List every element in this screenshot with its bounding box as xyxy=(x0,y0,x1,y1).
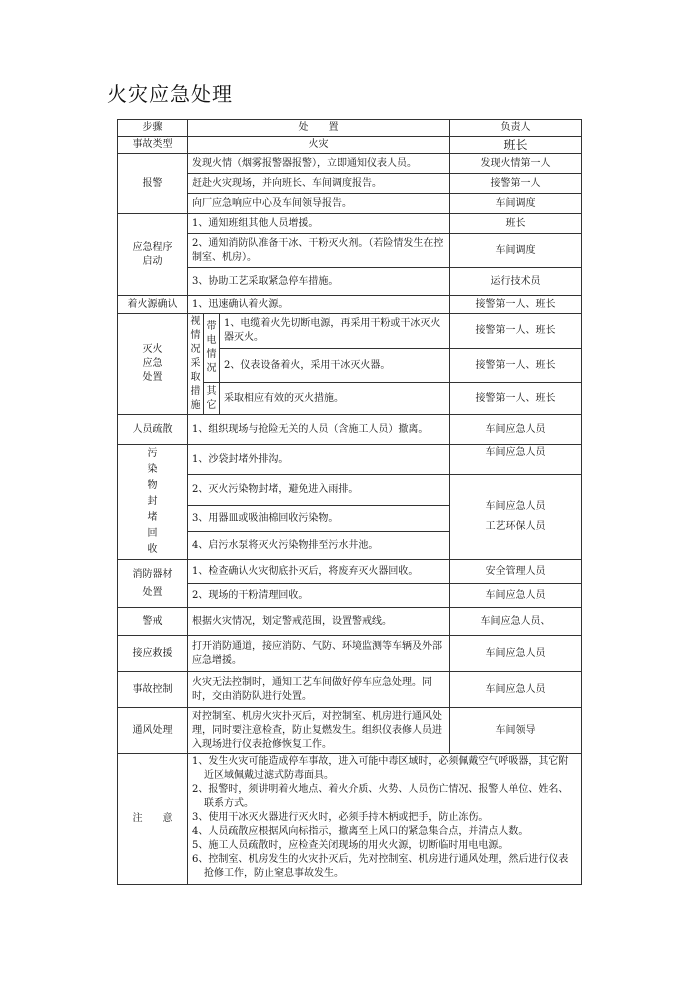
alarm-text-2: 赶赴火灾现场，并向班长、车间调度报告。 xyxy=(188,174,450,194)
note-item: 1、发生火灾可能造成停车事故，进入可能中毒区域时，必须佩戴空气呼吸器，其它附近区域佩戴过滤式防毒面具。 xyxy=(192,756,569,781)
pollution-char: 堵 xyxy=(147,512,158,523)
rescue-row xyxy=(118,636,582,672)
side-char: 施 xyxy=(190,400,201,411)
rescue-text: 打开消防通道，接应消防、气防、环境监测等车辆及外部应急增援。 xyxy=(188,636,450,672)
pollution-row xyxy=(118,475,582,506)
side-char: 视 xyxy=(190,316,201,327)
pollution-char: 回 xyxy=(147,528,158,539)
equipment-owner-1: 安全管理人员 xyxy=(450,560,582,584)
rescue-owner: 车间应急人员 xyxy=(450,636,582,672)
extinguish-other-label xyxy=(204,383,220,415)
alert-row xyxy=(118,608,582,636)
pollution-owner-2a: 车间应急人员 xyxy=(485,501,546,512)
extinguish-owner-2: 接警第一人、班长 xyxy=(450,348,582,383)
equipment-text-2: 2、现场的干粉清理回收。 xyxy=(188,584,450,608)
evac-owner: 车间应急人员 xyxy=(450,415,582,445)
header-owner: 负责人 xyxy=(450,120,582,137)
startup-text-1: 1、通知班组其他人员增援。 xyxy=(188,214,450,234)
confirm-text: 1、迅速确认着火源。 xyxy=(188,296,450,314)
alarm-owner-1: 发现火情第一人 xyxy=(450,154,582,174)
note-item: 4、人员疏散应根据风向标指示，撤离至上风口的紧急集合点，并清点人数。 xyxy=(192,826,529,837)
side-char: 措 xyxy=(190,386,201,397)
alert-text: 根据火灾情况，划定警戒范围，设置警戒线。 xyxy=(188,608,450,636)
extinguish-row xyxy=(118,314,582,349)
equipment-label xyxy=(118,560,188,608)
startup-label-1: 应急程序 xyxy=(132,241,173,253)
startup-text-3: 3、协助工艺采取紧急停车措施。 xyxy=(188,268,450,296)
header-action: 处 置 xyxy=(188,120,450,137)
pollution-label xyxy=(118,445,188,560)
type-label: 事故类型 xyxy=(118,137,188,154)
live-char: 电 xyxy=(206,335,217,347)
startup-owner-3: 运行技术员 xyxy=(450,268,582,296)
side-char: 况 xyxy=(190,344,201,355)
equipment-label-2: 处置 xyxy=(142,586,163,598)
extinguish-label-3: 处置 xyxy=(142,372,163,383)
type-owner: 班长 xyxy=(450,137,582,154)
alarm-row xyxy=(118,194,582,214)
extinguish-label-1: 灭火 xyxy=(142,344,163,355)
live-char: 情 xyxy=(206,349,217,361)
type-row xyxy=(118,137,582,154)
alarm-text-3: 向厂应急响应中心及车间领导报告。 xyxy=(188,194,450,214)
extinguish-owner-3: 接警第一人、班长 xyxy=(450,383,582,415)
pollution-char: 物 xyxy=(147,480,158,491)
vent-label: 通风处理 xyxy=(118,708,188,754)
note-item: 6、控制室、机房发生的火灾扑灭后，先对控制室、机房进行通风处理，然后进行仪表抢修工作，防止窒息事故发生。 xyxy=(192,854,569,879)
header-step: 步骤 xyxy=(118,120,188,137)
pollution-char: 封 xyxy=(147,496,158,507)
other-char: 其 xyxy=(206,385,217,397)
pollution-char: 污 xyxy=(147,448,158,459)
startup-owner-1: 班长 xyxy=(450,214,582,234)
control-owner: 车间应急人员 xyxy=(450,672,582,708)
notes-content xyxy=(188,754,582,885)
equipment-owner-2: 车间应急人员 xyxy=(450,584,582,608)
extinguish-text-2: 2、仪表设备着火，采用干冰灭火器。 xyxy=(220,348,450,383)
alarm-owner-3: 车间调度 xyxy=(450,194,582,214)
startup-row xyxy=(118,268,582,296)
startup-label-2: 启动 xyxy=(142,255,163,267)
header-row xyxy=(118,120,582,137)
extinguish-label-2: 应急 xyxy=(142,358,163,369)
alarm-label: 报警 xyxy=(118,154,188,214)
extinguish-side-label xyxy=(188,314,204,415)
startup-row xyxy=(118,214,582,234)
confirm-label: 着火源确认 xyxy=(118,296,188,314)
alert-label: 警戒 xyxy=(118,608,188,636)
side-char: 采 xyxy=(190,358,201,369)
other-char: 它 xyxy=(206,399,217,411)
startup-row xyxy=(118,234,582,268)
startup-owner-2: 车间调度 xyxy=(450,234,582,268)
emergency-table xyxy=(117,119,582,885)
pollution-owner-2 xyxy=(450,475,582,560)
startup-text-2: 2、通知消防队准备干冰、干粉灭火剂。（若险情发生在控制室、机房）。 xyxy=(188,234,450,268)
extinguish-live-label xyxy=(204,314,220,383)
note-item: 5、施工人员疏散时，应检查关闭现场的用火火源，切断临时用电电源。 xyxy=(192,840,509,851)
equipment-text-1: 1、检查确认火灾彻底扑灭后，将废弃灭火器回收。 xyxy=(188,560,450,584)
confirm-row xyxy=(118,296,582,314)
pollution-owner-2b: 工艺环保人员 xyxy=(485,521,546,532)
control-label: 事故控制 xyxy=(118,672,188,708)
equipment-row xyxy=(118,584,582,608)
live-char: 况 xyxy=(206,363,217,375)
startup-label xyxy=(118,214,188,296)
confirm-owner: 接警第一人、班长 xyxy=(450,296,582,314)
vent-text: 对控制室、机房火灾扑灭后，对控制室、机房进行通风处理，同时要注意检查，防止复燃发生。组织仪表修人员进入现场进行仪表抢修恢复工作。 xyxy=(188,708,450,754)
pollution-text-1: 1、沙袋封堵外排沟。 xyxy=(188,445,450,475)
evac-text: 1、组织现场与抢险无关的人员（含施工人员）撤离。 xyxy=(188,415,450,445)
type-value: 火灾 xyxy=(188,137,450,154)
note-item: 2、报警时，须讲明着火地点、着火介质、火势、人员伤亡情况、报警人单位、姓名、联系方式。 xyxy=(192,784,569,809)
control-row xyxy=(118,672,582,708)
vent-owner: 车间领导 xyxy=(450,708,582,754)
extinguish-label xyxy=(118,314,188,415)
pollution-char: 染 xyxy=(147,464,158,475)
notes-row xyxy=(118,754,582,885)
equipment-row xyxy=(118,560,582,584)
evac-row xyxy=(118,415,582,445)
pollution-text-2: 2、灭火污染物封堵，避免进入雨排。 xyxy=(188,475,450,506)
rescue-label: 接应救援 xyxy=(118,636,188,672)
alarm-row xyxy=(118,154,582,174)
pollution-row xyxy=(118,445,582,475)
pollution-text-4: 4、启污水泵将灭火污染物排至污水井池。 xyxy=(188,532,450,560)
alarm-text-1: 发现火情（烟雾报警器报警），立即通知仪表人员。 xyxy=(188,154,450,174)
equipment-label-1: 消防器材 xyxy=(132,568,173,580)
page-title: 火灾应急处理 xyxy=(107,82,233,106)
pollution-text-3: 3、用器皿或吸油棉回收污染物。 xyxy=(188,506,450,532)
extinguish-owner-1: 接警第一人、班长 xyxy=(450,314,582,349)
alarm-row xyxy=(118,174,582,194)
note-item: 3、使用干冰灭火器进行灭火时，必须手持木柄或把手，防止冻伤。 xyxy=(192,812,489,823)
alert-owner: 车间应急人员、 xyxy=(450,608,582,636)
extinguish-text-1: 1、电缆着火先切断电源，再采用干粉或干冰灭火器灭火。 xyxy=(220,314,450,349)
evac-label: 人员疏散 xyxy=(118,415,188,445)
side-char: 情 xyxy=(190,330,201,341)
alarm-owner-2: 接警第一人 xyxy=(450,174,582,194)
side-char: 取 xyxy=(190,372,201,383)
pollution-char: 收 xyxy=(147,544,158,555)
notes-label: 注 意 xyxy=(118,754,188,885)
control-text: 火灾无法控制时，通知工艺车间做好停车应急处理。同时，交由消防队进行处置。 xyxy=(188,672,450,708)
pollution-owner-1: 车间应急人员 xyxy=(450,445,582,475)
vent-row xyxy=(118,708,582,754)
extinguish-text-3: 采取相应有效的灭火措施。 xyxy=(220,383,450,415)
live-char: 带 xyxy=(206,321,217,333)
